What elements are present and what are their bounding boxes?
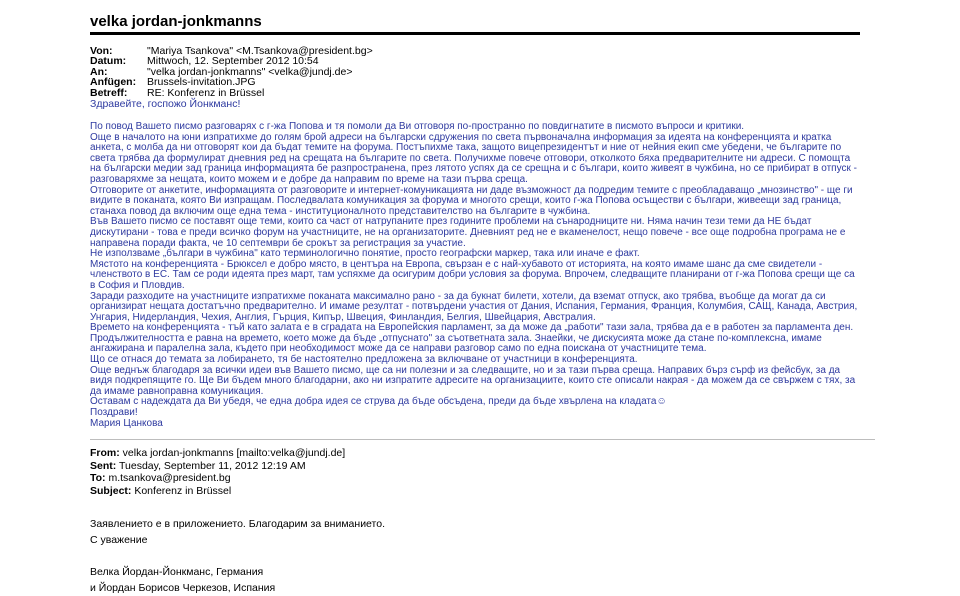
body-paragraph: По повод Вашето писмо разговарях с г-жа Попова и тя помоли да Ви отговоря по-пространно по повдигнатите в писмото въпроси и критики. (90, 121, 745, 132)
body-paragraph: Не използваме „българи в чужбина" като терминологично понятие, просто географски маркер, така или иначе е факт. (90, 248, 640, 260)
body-paragraph: Продължителността е равна на времето, което може да бъде „отпуснато" за съответната зала. Знаейки, че дискусията може да стане по-комплексна, имаме ангажирана и паралелна зала, където при необходимост може да се направи разговор само по една поискана от участниците тема. (90, 332, 822, 355)
fwd-subject-row (90, 485, 345, 498)
to-label: An: (90, 65, 108, 78)
forwarded-header (90, 447, 345, 497)
greeting: Здравейте, госпожо Йонкманс! (90, 98, 241, 110)
attach-label: Anfügen: (90, 76, 137, 89)
fwd-to-value: m.tsankova@president.bg (108, 472, 231, 484)
page-title: velka jordan-jonkmanns (90, 13, 262, 30)
body-paragraph: Отговорите от анкетите, информацията от разговорите и интернет-комуникацията ни даде възможност да подредим темите с преобладаващо „мнозинство" - ще ги видите в поканата, която Ви изпращам. Последвалата комуникация за форума и многото срещи, които г-жа Попова осъществи с българи, живеещи зад граница, станаха повод да включим още една тема - институционалното представителство на българите в чужбина. (90, 184, 853, 217)
body-paragraph: Времето на конференцията - тъй като залата е в сградата на Европейския парламент, за да може да „работи" тази зала, трябва да е в работен за парламента ден. (90, 322, 854, 334)
separator-line (90, 439, 875, 440)
spacer (90, 548, 385, 564)
signature: Мария Цанкова (90, 417, 163, 429)
fwd-sent-label: Sent: (90, 459, 117, 472)
body-paragraph: Що се отнася до темата за лобирането, тя бе настоятелно предложена за включване от участници в конференцията. (90, 354, 638, 366)
attachment-link[interactable]: Brussels-invitation.JPG (147, 76, 256, 89)
to-value: "velka jordan-jonkmanns" <velka@jundj.de> (147, 65, 353, 78)
from-value: "Mariya Tsankova" <M.Tsankova@president.bg> (147, 45, 373, 57)
forwarded-body (90, 516, 385, 596)
email-body (90, 122, 860, 429)
header-subject-row (90, 88, 373, 98)
fwd-from-row (90, 447, 345, 460)
fwd-from-label: From: (90, 447, 120, 459)
fwd-sent-value: Tuesday, September 11, 2012 12:19 AM (118, 459, 306, 472)
email-header (90, 46, 373, 98)
fwd-subject-label: Subject: (90, 484, 132, 497)
from-label: Von: (90, 45, 113, 57)
title-rule (90, 32, 860, 35)
fwd-signature-line: Велка Йордан-Йонкманс, Германия (90, 566, 264, 578)
body-paragraph: Оставам с надеждата да Ви убедя, че една добра идея се струва да бъде обсъдена, преди да бъде хвърлена на кладата☺ (90, 396, 667, 408)
fwd-from-value: velka jordan-jonkmanns [mailto:velka@jundj.de] (122, 447, 346, 459)
body-paragraph: Мястото на конференцията - Брюксел е добро място, в центъра на Европа, свързан е с най-хубавото от историята, на която имаме шанс да сме свидетели - членството в ЕС. Там се роди идеята през март, там успяхме да осигурим добри условия за форума. Впрочем, следващите планирани от г-жа Попова срещи ще са в София и Пловдив. (90, 258, 855, 291)
subject-label: Betreff: (90, 86, 128, 99)
closing-greeting: Поздрави! (90, 407, 138, 419)
fwd-to-row (90, 472, 345, 485)
fwd-to-label: To: (90, 472, 106, 484)
date-label: Datum: (90, 55, 127, 68)
date-value: Mittwoch, 12. September 2012 10:54 (147, 55, 319, 68)
fwd-sent-row (90, 460, 345, 473)
subject-value: RE: Konferenz in Brüssel (147, 86, 265, 99)
fwd-line: Заявлението е в приложението. Благодарим за вниманието. (90, 518, 385, 530)
body-paragraph: Още в началото на юни изпратихме до голям брой адреси на български сдружения по света първоначална информация за идеята на конференцията и кратка анкета, с молба да ни отговорят кои да бъдат темите на форума. Постъпихме така, защото вицепрезидентът и ние от нейния екип сме убедени, че българите по света трябва да формулират дневния ред на срещата на българите по света. Получихме повече отговори, отколкото бяха предварителните ни адреси. С помощта на български медии зад граница информацията бе разпространена, през лятото успях да се срещна и с българи, които живеят в чужбина, но се прибират в отпуск - разговаряхме за нещата, които можем и е добре да направим по време на тази първа среща. (90, 131, 857, 185)
body-paragraph: Заради разходите на участниците изпратихме поканата максимално рано - за да букнат билети, хотели, да вземат отпуск, ако трябва, въобще да могат да си организират нещата достатъчно предварително. И имаме резултат - потвърдени участия от Дания, Испания, Германия, Франция, Колумбия, САЩ, Канада, Австрия, Унгария, Нидерландия, Чехия, Англия, Гърция, Кипър, Швеция, Финландия, Белгия, Швейцария, Австралия. (90, 290, 858, 323)
fwd-line: С уважение (90, 534, 148, 546)
body-paragraph: Във Вашето писмо се поставят още теми, които са част от натрупаните през годините проблеми на сънародниците ни. Няма начин тези теми да НЕ бъдат дискутирани - това е преди всичко форум на участниците, не на организаторите. Дневният ред не е вкаменелост, нещо повече - все още подробна програма не е направена поради факта, че 10 септември бе срокът за регистрация за участие. (90, 216, 846, 249)
body-paragraph: Още веднъж благодаря за всички идеи във Вашето писмо, ще са ни полезни и за следващите, но и за тази първа среща. Направих бърз сърф из фейсбук, за да видя подкрепящите го. Ще Ви бъдем много благодарни, ако ни изпратите адресите на организациите, които сте описали накрая - да можем да се свържем с тях, за да имаме равноправна комуникация. (90, 364, 856, 397)
fwd-subject-value: Konferenz in Brüssel (134, 484, 232, 497)
fwd-signature-line: и Йордан Борисов Черкезов, Испания (90, 582, 276, 594)
